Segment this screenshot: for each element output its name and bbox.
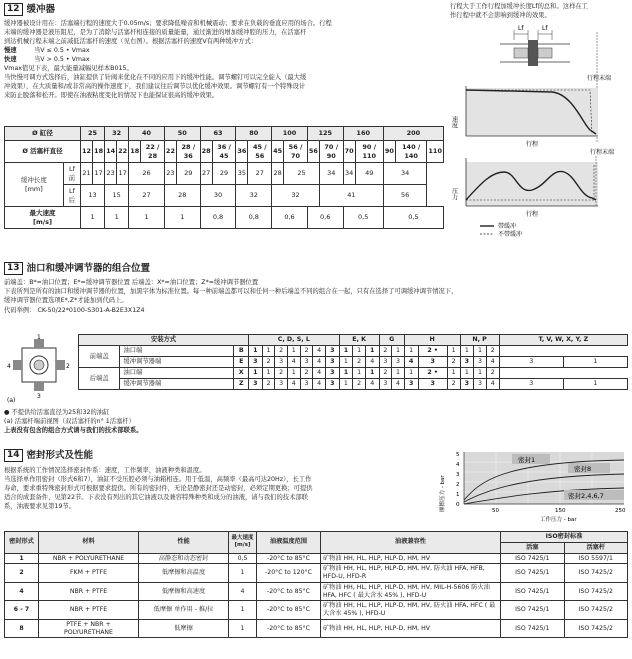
seal-cell-compat: 矿物油 HH, HL, HLP, HLP-D, HM, HV, 防火油 HFA, HFB, HFD-U, HFD-R: [321, 564, 501, 583]
diagram-legend: [480, 222, 522, 238]
front-cushion-row: 缓冲长度 [mm] Lf 前 21 17 23 17 26 23 29 27 29 35 27 28 25 34 34 49 34: [5, 163, 444, 185]
port-cell: 2: [300, 368, 313, 379]
port-cell: 3: [418, 379, 447, 390]
seal-cell-piston: ISO 7425/1: [501, 553, 565, 564]
port-cell: 3: [300, 379, 313, 390]
seal-cell-compat: 矿物油 HH, HL, HLP, HLP-D, HM, HV: [321, 553, 501, 564]
seal-cell-temp: -20°C to 85°C: [257, 601, 321, 620]
seal-row: [5, 601, 628, 620]
port-row-code: Z: [234, 379, 249, 390]
seal-subheader-row: 活塞 活塞杆: [5, 542, 628, 553]
speed-axis-label: 速度: [450, 116, 458, 128]
port-cell: 4: [313, 357, 326, 368]
port-cell: 2: [353, 357, 366, 368]
port-cell: 1: [563, 379, 627, 390]
port-cell: 2: [353, 379, 366, 390]
port-cell: 3: [325, 368, 339, 379]
seal-cell-material: PTFE + NBR + POLYURETHANE: [39, 619, 139, 638]
seal-cell-temp: -20°C to 85°C: [257, 553, 321, 564]
port-cell: 3: [460, 357, 474, 368]
port-cell: 2: [262, 357, 275, 368]
port-cell: 1: [392, 368, 405, 379]
port-cell: 1: [447, 346, 460, 357]
port-cell: 1: [287, 368, 300, 379]
seal-cell-type: 2: [5, 564, 39, 583]
port-cell: 1: [563, 357, 627, 368]
rear-cap-label: 后端盖: [79, 368, 120, 390]
section-13-body: 前端盖：B*=油口位置；E*=缓冲调节器位置 后端盖：X*=油口位置；Z*=缓冲调节器位置 下表所列是所有的油口和缓冲调节器的位置，加黑字体为标准位置。每一种前端盖都可以和任何一种后端盖不同的组合在一起，只有在选择了可调缓冲调节情况下， 缓冲调节器位置选项E*,Z*才能加到代码上。 代码举例： CK-50/22*0100-S301-A-B2E3X1Z4: [4, 279, 458, 314]
seal-cell-material: NBR + POLYURETHANE: [39, 553, 139, 564]
seal-cell-compat: 矿物油 HH, HL, HLP, HLP-D, HM, HV, MIL-H-5606 防火油 HFA, HFC ( 最大含水 45% ), HFD-U: [321, 582, 501, 601]
port-cell: 1: [365, 368, 379, 379]
seal-cell-piston: ISO 7425/1: [501, 564, 565, 583]
seal-row: [5, 564, 628, 583]
port-cell: 2: [486, 368, 499, 379]
seal-cell-speed: 4: [229, 582, 257, 601]
section-12-body: 缓冲器被设计用在：活塞端行程的速度大于0.05m/s；要求降低噪音和机械震动；要求在负载的垂直应用的场合。行程 末端的缓冲器是液压阻尼，是为了消除与活塞杆相连接的质量能量，通过渐进的增加缓冲腔的压力，在活塞杆 到达机械行程末端之前减低活塞杆的速度（见右图）。根据活塞杆的速度V有两种缓冲方式： 慢速 当V ≤ 0.5 • Vmax 快速 当V > 0.5 • Vmax Vmax值见下表，最大能量减幅见样本B015。 当快慢可调方式选择后，油缸提供了针阀来优化在不同的应用下的缓冲性能。调节螺钉可以完全旋入（最大缓 冲效果），在大质量和/或非常高的操作速度下，我们建议往后调节以优化缓冲效果。调节螺钉有一个特殊设计 来防止脱落和松开。即使在油液粘度变化的情况下也能保证很高的缓冲效果。: [4, 19, 444, 100]
port-cell: 1: [249, 368, 263, 379]
mode-fast: 快速 当V > 0.5 • Vmax: [4, 56, 90, 63]
speed-chart: [451, 86, 599, 148]
seal-cell-perf: 低摩擦: [139, 619, 229, 638]
port-cell: 2 •: [418, 368, 447, 379]
section-14-body: 根据系统的工作情况选择密封件系：速度，工作频率，油液种类和温度。 当选择单作用密封（形式6和7），油缸不受压腔必须与油箱相连。用于低温，高频率（最高可达20Hz），长工作 寿命，要求重特殊密封形式可根据要求提供。所有的密封件，无论是静密封还是动密封，必须定期更换；可提供 适合的成套备件，见第22节。下表没有列出的其它油液以及兼容特殊种类和成分的油液，请与我们的技术部联 系，油液要求见第19节。: [4, 467, 313, 510]
seal-cell-type: 8: [5, 619, 39, 638]
svg-text:4: 4: [456, 462, 460, 468]
port-cell: 2: [275, 368, 288, 379]
port-cell: 1: [404, 346, 418, 357]
port-cell: 2: [379, 346, 392, 357]
friction-axis-label: 摩擦压力 - bar: [440, 475, 446, 512]
lf-label-top: Lf: [518, 25, 524, 32]
port-cell: 3: [418, 357, 447, 368]
section-14-title: 14 密封形式及性能: [4, 449, 93, 462]
port-cell: 4: [287, 379, 300, 390]
seal-cell-temp: -20°C to 85°C: [257, 619, 321, 638]
seal-cell-temp: -20°C to 120°C: [257, 564, 321, 583]
port-cell: 3: [325, 346, 339, 357]
install-header-row: 安装方式 C, D, S, L E, K G H N, P T, V, W, X, Y, Z: [79, 335, 628, 346]
port-cell: 4: [313, 379, 326, 390]
port-cell: 3: [249, 379, 263, 390]
port-cell: 2: [262, 379, 275, 390]
seal-cell-perf: 低摩擦和高速度: [139, 582, 229, 601]
port-cell: 3: [379, 379, 392, 390]
pressure-axis-label: 压力: [450, 188, 458, 200]
port-cell: 4: [365, 357, 379, 368]
x-ticks: [492, 508, 626, 514]
port-cell: 1: [249, 346, 263, 357]
section-13-title: 13 油口和缓冲调节器的组合位置: [4, 262, 150, 275]
stroke-end-label-1: 行程末端: [587, 75, 612, 82]
port-cell: 3: [300, 357, 313, 368]
seal-cell-speed: 1: [229, 619, 257, 638]
port-cell: 2: [300, 346, 313, 357]
seal-8-label: 密封8: [574, 465, 592, 473]
seal-cell-compat: 矿物油 HH, HL, HLP, HLP-D, HM, HV, 防火油 HFA, HFC ( 最大含水 45% ), HFD-U: [321, 601, 501, 620]
port-cell: 1: [262, 368, 275, 379]
mode-slow: 慢速 当V ≤ 0.5 • Vmax: [4, 47, 90, 54]
cushion-diagram: [452, 22, 630, 244]
port-cell: 3: [249, 357, 263, 368]
port-cell: 1: [339, 368, 353, 379]
svg-text:150: 150: [555, 508, 566, 514]
port-cell: 4: [365, 379, 379, 390]
top-right-text: 行程大于工作行程加缓冲长度Lf的总和。这样在工 作行程中就不会影响到缓冲的效果。: [450, 3, 588, 19]
port-cell: 2: [275, 346, 288, 357]
port-cell: 1: [474, 368, 487, 379]
port-cell: 1: [392, 346, 405, 357]
seal-cell-material: NBR + PTFE: [39, 582, 139, 601]
svg-text:0: 0: [456, 502, 460, 508]
cushion-length-label: 缓冲长度 [mm]: [5, 163, 64, 207]
seal-cell-compat: 矿物油 HH, HL, HLP, HLP-D, HM, HV: [321, 619, 501, 638]
cylinder-icon: [500, 30, 570, 66]
seal-cell-piston: ISO 7425/1: [501, 601, 565, 620]
seal-table: [4, 531, 628, 638]
seal-cell-rod: ISO 7425/2: [564, 582, 628, 601]
seal-cell-speed: 0,5: [229, 553, 257, 564]
legend-with-cushion: 带缓冲: [498, 223, 517, 230]
port-row-b: [79, 346, 628, 357]
port-cell: 3: [325, 357, 339, 368]
port-cell: 1: [287, 346, 300, 357]
port-cell: 2 •: [418, 346, 447, 357]
port-cell: 1: [262, 346, 275, 357]
port-cell: 3: [499, 379, 563, 390]
port-row-label: 油口端: [120, 346, 234, 357]
working-pressure-axis-label: 工作压力 - bar: [540, 517, 577, 523]
port-number-2: 2: [66, 363, 70, 370]
section-12-title: 12 缓冲器: [4, 3, 55, 16]
seal-cell-speed: 1: [229, 601, 257, 620]
port-cell: 3: [275, 379, 288, 390]
svg-text:1: 1: [456, 492, 460, 498]
friction-pressure-chart: [440, 448, 630, 528]
port-number-1: 1: [37, 334, 41, 341]
front-cap-label: 前端盖: [79, 346, 120, 368]
legend-without-cushion: 不带缓冲: [498, 231, 523, 238]
port-row-label: 油口端: [120, 368, 234, 379]
seal-cell-rod: ISO 7425/2: [564, 601, 628, 620]
port-cell: 1: [460, 346, 474, 357]
port-cell: 3: [275, 357, 288, 368]
seal-header-row: 密封形式 材料 性能 最大速度[m/s] 油液温度范围 油液兼容性 ISO密封标准: [5, 532, 628, 543]
seal-cell-temp: -20°C to 85°C: [257, 582, 321, 601]
port-row-z: [79, 379, 628, 390]
lf-label-bottom: Lf: [542, 25, 548, 32]
seal-cell-perf: 低摩擦和高温度: [139, 564, 229, 583]
port-cell: 3: [460, 379, 474, 390]
port-row-label: 缓冲调节器端: [120, 379, 234, 390]
seal-cell-perf: 高静态和动态密封: [139, 553, 229, 564]
port-cell: 1: [353, 346, 366, 357]
seal-cell-perf: 低摩擦 单作用 - 推/拉: [139, 601, 229, 620]
port-cell: 2: [379, 368, 392, 379]
port-cell: 3: [499, 357, 563, 368]
seal-row: [5, 619, 628, 638]
port-cell: 3: [392, 357, 405, 368]
port-cell: 1: [404, 368, 418, 379]
seal-cell-material: NBR + PTFE: [39, 601, 139, 620]
port-cell: 1: [339, 357, 353, 368]
seal-cell-rod: ISO 7425/2: [564, 564, 628, 583]
port-cell: 1: [447, 368, 460, 379]
port-cell: 1: [353, 368, 366, 379]
port-row-code: E: [234, 357, 249, 368]
seal-cell-piston: ISO 7425/1: [501, 619, 565, 638]
port-cell: 4: [313, 368, 326, 379]
port-cell: 3: [474, 379, 487, 390]
seal-cell-rod: ISO 7425/2: [564, 619, 628, 638]
y-ticks: [456, 452, 460, 508]
port-cell: 1: [365, 346, 379, 357]
seal-rows: [5, 553, 628, 638]
seal-cell-type: 1: [5, 553, 39, 564]
port-cell: 4: [404, 357, 418, 368]
port-cell: 2: [486, 346, 499, 357]
svg-text:2: 2: [456, 482, 460, 488]
view-a-label: (a): [7, 397, 16, 404]
svg-text:50: 50: [492, 508, 499, 514]
port-position-icon: [6, 334, 70, 404]
port-number-4: 4: [7, 363, 11, 370]
rear-cushion-row: Lf 后 13 15 27 28 30 32 32 41 56: [5, 185, 444, 207]
seal-1-label: 密封1: [518, 456, 536, 464]
stroke-label-1: 行程: [526, 141, 539, 148]
port-row-e: [79, 357, 628, 368]
port-row-code: X: [234, 368, 249, 379]
port-cell: 1: [474, 346, 487, 357]
seal-cell-type: 4: [5, 582, 39, 601]
seal-cell-piston: ISO 7425/1: [501, 582, 565, 601]
max-speed-row: 最大速度 [m/s] 1 1 1 1 0,8 0,8 0,6 0,6 0,5 0,5: [5, 207, 444, 229]
svg-text:5: 5: [456, 452, 460, 458]
port-cell: 3: [404, 379, 418, 390]
svg-text:3: 3: [456, 472, 460, 478]
port-row-code: B: [234, 346, 249, 357]
port-position-table: [78, 334, 628, 390]
port-row-x: [79, 368, 628, 379]
seal-cell-material: FKM + PTFE: [39, 564, 139, 583]
port-cell: 3: [474, 357, 487, 368]
svg-text:250: 250: [615, 508, 626, 514]
port-cell: 4: [486, 379, 499, 390]
bore-row: Ø 缸径 25 32 40 50 63 80 100 125 160 200: [5, 127, 444, 141]
port-cell: 1: [339, 346, 353, 357]
port-cell: 2: [447, 357, 460, 368]
port-position-rows: [79, 346, 628, 390]
seal-2467-label: 密封2,4,6,7: [568, 492, 604, 500]
port-cell: 4: [486, 357, 499, 368]
seal-cell-rod: ISO 5597/1: [564, 553, 628, 564]
pressure-chart: [451, 156, 599, 218]
port-cell: 2: [447, 379, 460, 390]
port-cell: 4: [392, 379, 405, 390]
port-cell: 1: [339, 379, 353, 390]
rod-row: Ø 活塞杆直径 12 18 14 22 18 22 / 28 22 28 / 36 28 36 / 45 36 45 / 56 45 56 / 70 56 70 / 90 70 90 / 110 90 140 / 140 110: [5, 141, 444, 163]
port-cell: 1: [460, 368, 474, 379]
section-13-notes: ● 不提供给活塞直径为25和32的油缸 (a) 活塞杆端前视图（双活塞杆的n° 1活塞杆） 上表没有包含的组合方式请与我们的技术部联系。: [4, 409, 143, 434]
port-cell: 3: [325, 379, 339, 390]
seal-row: [5, 582, 628, 601]
port-number-3: 3: [37, 393, 41, 400]
port-cell: 4: [313, 346, 326, 357]
max-speed-label: 最大速度 [m/s]: [5, 207, 81, 229]
port-row-label: 缓冲调节器端: [120, 357, 234, 368]
seal-cell-speed: 1: [229, 564, 257, 583]
stroke-label-2: 行程: [526, 211, 539, 218]
seal-cell-type: 6 - 7: [5, 601, 39, 620]
stroke-end-label-2: 行程末端: [590, 149, 615, 156]
seal-row: [5, 553, 628, 564]
cushion-table: [4, 126, 444, 229]
port-cell: 4: [287, 357, 300, 368]
port-cell: 3: [379, 357, 392, 368]
